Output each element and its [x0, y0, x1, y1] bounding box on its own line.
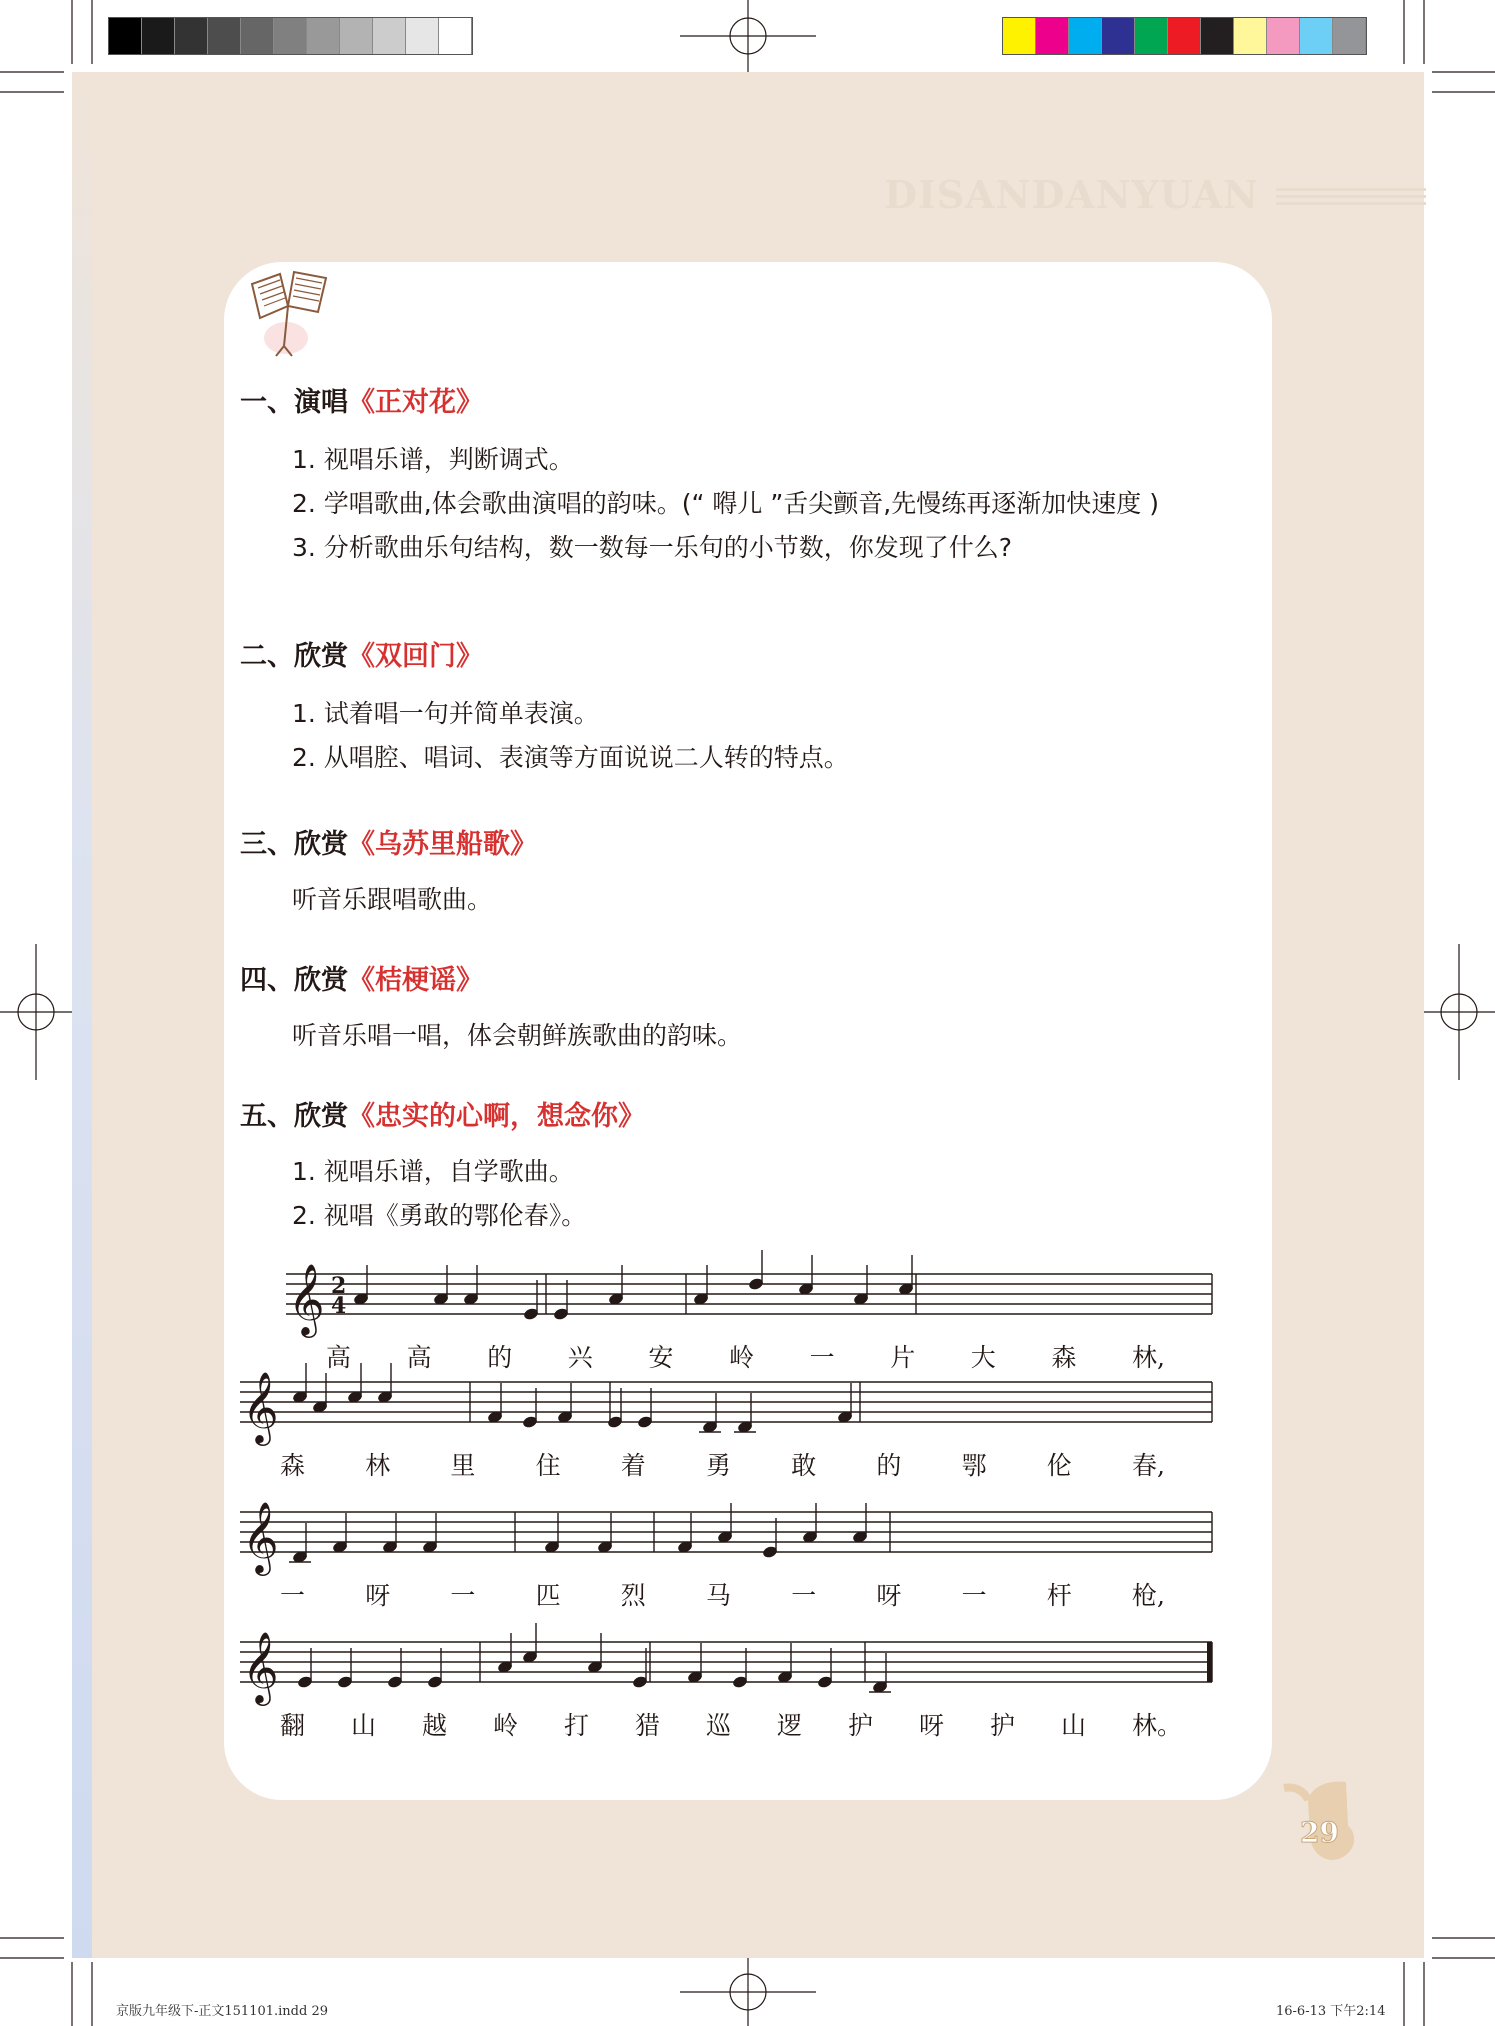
final-barline	[1207, 1642, 1212, 1682]
left-edge-strip	[72, 72, 92, 1958]
lyric-syllable: 枪,	[1132, 1581, 1165, 1610]
lyric-syllable: 逻	[777, 1711, 803, 1740]
lyric-syllable: 呀	[365, 1581, 391, 1610]
section-2-song: 《双回门》	[348, 641, 483, 672]
section-2-prefix: 二、欣赏	[240, 641, 348, 672]
lyric-syllable: 呀	[876, 1581, 902, 1610]
lyric-syllable: 林	[365, 1451, 391, 1480]
section-5-prefix: 五、欣赏	[240, 1101, 348, 1132]
section-3-item-1: 听音乐跟唱歌曲。	[292, 885, 493, 914]
lyric-syllable: 猎	[635, 1711, 661, 1740]
lyric-syllable: 林。	[1132, 1711, 1183, 1740]
lyric-syllable: 高	[326, 1343, 352, 1372]
section-4-song: 《桔梗谣》	[348, 965, 483, 996]
lyric-syllable: 一	[450, 1581, 476, 1610]
section-4-item-1: 听音乐唱一唱，体会朝鲜族歌曲的韵味。	[292, 1021, 743, 1050]
lyric-syllable: 安	[648, 1343, 674, 1372]
time-signature-bottom: 4	[331, 1293, 347, 1319]
section-5-item-1: 1. 视唱乐谱，自学歌曲。	[292, 1157, 574, 1186]
section-1-item-1: 1. 视唱乐谱，判断调式。	[292, 445, 574, 474]
section-2-title	[240, 634, 483, 673]
lyric-syllable: 护	[990, 1711, 1016, 1740]
section-2-item-2: 2. 从唱腔、唱词、表演等方面说说二人转的特点。	[292, 743, 849, 772]
lyric-syllable: 森	[1051, 1343, 1077, 1372]
lyric-syllable: 呀	[919, 1711, 945, 1740]
music-score	[240, 1250, 1240, 1790]
section-1-prefix: 一、演唱	[240, 387, 348, 418]
treble-clef: 𝄞	[242, 1500, 279, 1573]
treble-clef: 𝄞	[242, 1630, 279, 1703]
lyric-syllable: 勇	[706, 1451, 732, 1480]
lyric-syllable: 岭	[729, 1343, 755, 1372]
lyric-syllable: 的	[876, 1451, 902, 1480]
section-5-title	[240, 1094, 645, 1133]
lyric-syllable: 兴	[567, 1343, 593, 1372]
lyric-syllable: 一	[280, 1581, 306, 1610]
lyric-syllable: 巡	[706, 1711, 732, 1740]
lyric-syllable: 杆	[1046, 1581, 1072, 1610]
open-book-icon	[246, 266, 336, 362]
treble-clef: 𝄞	[288, 1262, 325, 1335]
lyric-syllable: 烈	[620, 1581, 646, 1610]
section-3-prefix: 三、欣赏	[240, 829, 348, 860]
lyric-syllable: 林,	[1132, 1343, 1165, 1372]
section-1-item-2: 2. 学唱歌曲,体会歌曲演唱的韵味。(“ 嘚儿 ”舌尖颤音,先慢练再逐渐加快速度 )	[292, 489, 1159, 518]
footer-file-info: 京版九年级下-正文151101.indd 29	[116, 2004, 328, 2019]
lyric-syllable: 护	[848, 1711, 874, 1740]
lyric-syllable: 大	[970, 1343, 996, 1372]
section-5-song: 《忠实的心啊，想念你》	[348, 1101, 645, 1132]
section-4-title	[240, 958, 483, 997]
lyric-syllable: 山	[351, 1711, 377, 1740]
page-number: 29	[1300, 1816, 1339, 1849]
footer-timestamp: 16-6-13 下午2:14	[1276, 2004, 1386, 2019]
lyric-syllable: 山	[1061, 1711, 1087, 1740]
header-decor-lines	[1276, 188, 1426, 212]
lyric-syllable: 住	[535, 1451, 561, 1480]
section-4-prefix: 四、欣赏	[240, 965, 348, 996]
lyric-syllable: 敢	[791, 1451, 817, 1480]
lyric-syllable: 的	[487, 1343, 513, 1372]
section-2-item-1: 1. 试着唱一句并简单表演。	[292, 699, 599, 728]
lyric-syllable: 一	[809, 1343, 835, 1372]
lyric-syllable: 岭	[493, 1711, 519, 1740]
lyric-syllable: 鄂	[961, 1451, 987, 1480]
lyric-syllable: 伦	[1046, 1451, 1072, 1480]
saxophone-icon	[1268, 1776, 1368, 1876]
lyric-syllable: 片	[890, 1343, 916, 1372]
section-1-title	[240, 380, 483, 419]
lyric-syllable: 马	[706, 1581, 732, 1610]
section-5-item-2: 2. 视唱《勇敢的鄂伦春》。	[292, 1201, 587, 1230]
lyric-syllable: 森	[280, 1451, 306, 1480]
lyric-syllable: 高	[406, 1343, 432, 1372]
lyric-syllable: 匹	[535, 1581, 561, 1610]
section-3-title	[240, 822, 537, 861]
section-3-song: 《乌苏里船歌》	[348, 829, 537, 860]
time-signature-top: 2	[331, 1273, 347, 1299]
lyric-syllable: 打	[564, 1711, 590, 1740]
lyric-syllable: 里	[450, 1451, 476, 1480]
lyric-syllable: 翻	[280, 1711, 306, 1740]
section-1-song: 《正对花》	[348, 387, 483, 418]
treble-clef: 𝄞	[242, 1370, 279, 1443]
section-1-item-3: 3. 分析歌曲乐句结构，数一数每一乐句的小节数，你发现了什么?	[292, 533, 1013, 562]
lyric-syllable: 着	[620, 1451, 646, 1480]
lyric-syllable: 一	[961, 1581, 987, 1610]
lyric-syllable: 越	[422, 1711, 448, 1740]
unit-header: DISANDANYUAN	[884, 172, 1259, 217]
lyric-syllable: 一	[791, 1581, 817, 1610]
lyric-syllable: 春,	[1132, 1451, 1165, 1480]
